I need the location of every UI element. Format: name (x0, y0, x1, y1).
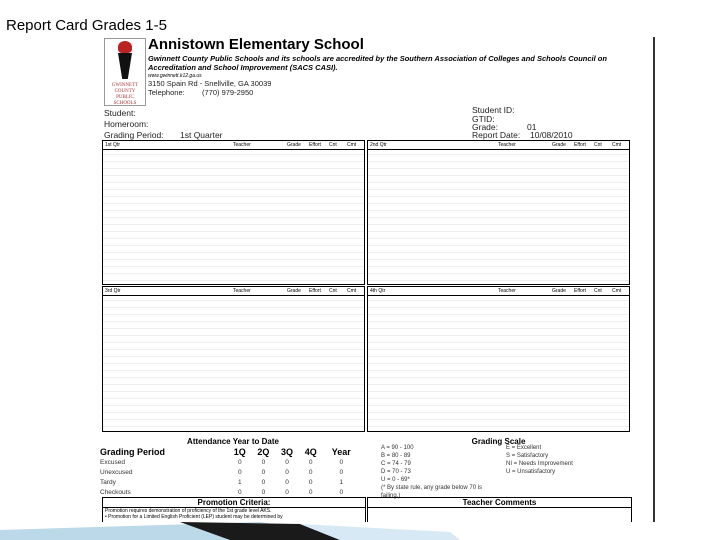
quarter-title: 2nd Qtr (370, 142, 387, 148)
promotion-line: Promotion requires demonstration of proficiency of the 1st grade level AKS. (105, 508, 272, 514)
grade-label: Grade: (472, 122, 498, 132)
attendance-cell: 0 (237, 458, 242, 466)
grading-scale-item: B = 80 - 89 (381, 453, 411, 459)
grading-scale-item: D = 70 - 73 (381, 469, 411, 475)
attendance-row (100, 487, 360, 497)
student-label: Student: (104, 108, 136, 118)
attendance-cell: 0 (261, 458, 266, 466)
attendance-cell: 0 (285, 458, 289, 466)
col-effort: Effort (309, 142, 321, 148)
grading-scale-item: C = 74 - 79 (381, 461, 411, 467)
col-grade: Grade (287, 288, 301, 294)
attendance-cell: 0 (339, 458, 344, 466)
col-cnt: Cnt (329, 142, 337, 148)
col-teacher: Teacher (233, 288, 251, 294)
attendance-cell: 0 (261, 468, 266, 476)
col-grade: Grade (552, 142, 566, 148)
report-date-label: Report Date: (472, 130, 521, 140)
col-effort: Effort (574, 142, 586, 148)
attendance-row (100, 457, 360, 467)
attendance-cell: 1 (237, 478, 242, 486)
quarter-grades-box (367, 286, 630, 432)
grading-scale-item: A = 90 - 100 (381, 445, 414, 451)
slide-title: Report Card Grades 1-5 (6, 17, 167, 34)
col-cmt: Cmt (612, 288, 622, 294)
quarter-header (103, 141, 364, 150)
attendance-header: 2Q (257, 447, 270, 457)
attendance-cell: 0 (237, 468, 242, 476)
quarter-header (368, 287, 629, 296)
grading-scale-item: U = Unsatisfactory (506, 469, 556, 475)
grading-scale-item: (* By state rule, any grade below 70 is failing.) (381, 485, 483, 499)
col-teacher: Teacher (498, 288, 516, 294)
quarter-header (368, 141, 629, 150)
attendance-cell: 0 (261, 488, 266, 496)
promotion-line: • Promotion for a Limited English Proficient (LEP) student may be determined by (105, 514, 283, 520)
col-teacher: Teacher (233, 142, 251, 148)
attendance-row (100, 477, 360, 487)
attendance-cell: 0 (285, 478, 289, 486)
grading-scale-item: U = 0 - 69* (381, 477, 410, 483)
col-cnt: Cnt (329, 288, 337, 294)
attendance-title: Attendance Year to Date (187, 437, 279, 446)
attendance-header: 1Q (233, 447, 246, 457)
attendance-cell: 0 (285, 488, 289, 496)
col-grade: Grade (552, 288, 566, 294)
attendance-header: 4Q (304, 447, 317, 457)
quarter-grades-box (102, 140, 365, 285)
attendance-cell: 0 (308, 478, 313, 486)
col-effort: Effort (309, 288, 321, 294)
attendance-cell: Checkouts (100, 488, 131, 496)
quarter-header (103, 287, 364, 296)
attendance-header: Grading Period (100, 447, 166, 457)
promotion-box (102, 497, 366, 522)
col-cnt: Cnt (594, 288, 602, 294)
attendance-cell: 0 (308, 488, 313, 496)
address: 3150 Spain Rd - Snellville, GA 30039 (148, 79, 272, 88)
grading-scale-item: NI = Needs Improvement (506, 461, 573, 467)
col-cmt: Cmt (347, 142, 357, 148)
col-grade: Grade (287, 142, 301, 148)
accreditation-text: Gwinnett County Public Schools and its schools are accredited by the Southern Association of Colleges and Schools Council on Accreditation and School Improvement (SACS CASI). (148, 54, 607, 72)
divider (653, 37, 655, 522)
attendance-cell: Excused (100, 458, 125, 466)
attendance-cell: 0 (261, 478, 266, 486)
quarter-grades-box (367, 140, 630, 285)
student-id-label: Student ID: (472, 105, 515, 115)
quarter-title: 3rd Qtr (105, 288, 121, 294)
telephone-label: Telephone: (148, 88, 185, 97)
attendance-cell: 0 (308, 468, 313, 476)
quarter-grades-box (102, 286, 365, 432)
attendance-header: Year (331, 447, 351, 457)
grading-scale-title: Grading Scale (471, 437, 526, 446)
grading-scale-marks (506, 444, 626, 476)
grading-period: 1st Quarter (180, 130, 223, 140)
gtid-label: GTID: (472, 114, 495, 124)
attendance-cell: 1 (339, 478, 344, 486)
decorative-swoosh (0, 522, 720, 540)
grading-scale-letters (381, 444, 501, 500)
grading-period-label: Grading Period: (104, 130, 164, 140)
quarter-title: 1st Qtr (105, 142, 121, 148)
comments-box (367, 497, 632, 522)
attendance-cell: 0 (339, 468, 344, 476)
col-effort: Effort (574, 288, 586, 294)
col-cmt: Cmt (347, 288, 357, 294)
attendance-cell: 0 (308, 458, 313, 466)
grade-value: 01 (527, 122, 537, 132)
website: www.gwinnett.k12.ga.us (148, 73, 202, 79)
quarter-title: 4th Qtr (370, 288, 386, 294)
col-teacher: Teacher (498, 142, 516, 148)
col-cnt: Cnt (594, 142, 602, 148)
attendance-cell: Unexcused (100, 468, 133, 476)
attendance-cell: 0 (339, 488, 344, 496)
homeroom-label: Homeroom: (104, 119, 149, 129)
promotion-title: Promotion Criteria: (103, 498, 365, 508)
attendance-cell: Tardy (100, 478, 116, 486)
col-cmt: Cmt (612, 142, 622, 148)
grading-scale-item: E = Excellent (506, 445, 542, 451)
attendance-cell: 0 (285, 468, 289, 476)
attendance-table (100, 447, 360, 497)
grading-scale-item: S = Satisfactory (506, 453, 549, 459)
attendance-row (100, 467, 360, 477)
attendance-cell: 0 (237, 488, 242, 496)
telephone: (770) 979-2950 (202, 88, 254, 97)
comments-title: Teacher Comments (368, 498, 631, 508)
school-name: Annistown Elementary School (148, 36, 364, 53)
school-logo: GWINNETT COUNTY PUBLIC SCHOOLS (104, 38, 146, 106)
report-date: 10/08/2010 (530, 130, 573, 140)
attendance-header: 3Q (281, 447, 294, 457)
